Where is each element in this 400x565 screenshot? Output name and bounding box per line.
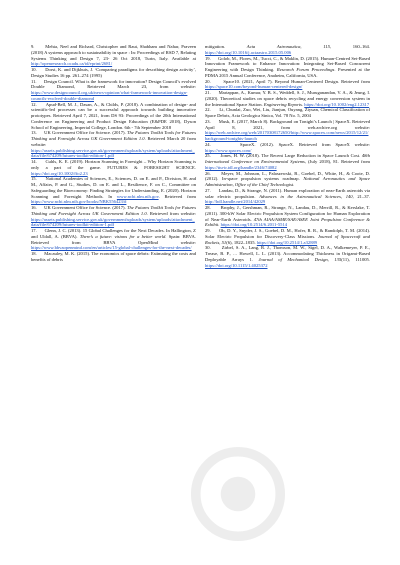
reference-entry: [205, 44, 370, 56]
reference-link[interactable]: https://doi.org/10.1002/eng2.12317: [304, 101, 370, 107]
reference-number: 13.: [31, 130, 37, 136]
reference-text: mitigation.: [205, 44, 247, 49]
reference-italic-title: Acta Astronautica, 115: [246, 44, 330, 49]
reference-entry: [205, 171, 370, 188]
reference-number: 23.: [205, 118, 211, 124]
reference-link[interactable]: https://assets.publishing.service.gov.uk/government/uploads/system/uploads/attachment_data/file/674209/futures-toolkit-edition-1.pdf: [31, 216, 195, 228]
reference-entry: [205, 245, 370, 268]
reference-text: Glenn, J. C. (2013). 15 Global Challenges for the Next Decades. In Hallington, Z and Uldall, A. (BBVA).: [31, 228, 196, 239]
reference-entry: [31, 67, 196, 79]
reference-entry: [31, 44, 196, 67]
reference-number: 29.: [205, 228, 211, 233]
reference-text: Brophy, J., Gershman, R., Strange, N., Landau, D., Merrill, R., & Kerslake, T. (2011). 300-kW Solar Electric Propulsion System Configuration for Human Exploration of Near-Earth Asteroids.: [205, 205, 370, 222]
reference-text: , (July 2018), 81. Retrieved from: [304, 159, 370, 164]
reference-link[interactable]: http://hdl.handle.net/2014/42029: [205, 199, 266, 205]
reference-text: Oh, D. Y., Snyder, J. S., Goebel, D. M., Hofer, R. R., & Randolph, T. M. (2014). Solar Electric Propulsion for Discovery-Class Missions.: [205, 228, 371, 239]
reference-link[interactable]: http://openresearch.ocadu.ca/id/eprint/2681/: [31, 61, 113, 67]
reference-italic-title: Journal of Mechanical Design, 135: [258, 256, 342, 262]
references-right-column: [205, 44, 370, 268]
reference-link[interactable]: https://doi.org/10.2514/6.2011-5514: [220, 222, 288, 228]
reference-entry: [205, 153, 370, 170]
reference-italic-title: The Futures Toolkit Tools for Futures Thinking and Foresight Across UK Government Edition 1.0: [31, 130, 196, 141]
reference-text: . Retrieved March 20 from website:: [31, 136, 196, 147]
reference-text: .: [293, 182, 295, 187]
reference-italic-title: 47th AIAA/ASME/SAE/ASEE Joint Propulsion Conference & Exhibit: [205, 216, 370, 228]
reference-number: 22.: [205, 107, 211, 113]
reference-text: UK Government Office for Science. (2017).: [44, 205, 127, 210]
reference-entry: [31, 251, 196, 263]
reference-entry: [205, 107, 370, 119]
reference-link[interactable]: https://web.archive.org/web/20170308172650/http://www.spacex.com/news/2015/12/21/background-tonights-launch: [205, 130, 369, 141]
reference-text: Meyer, M., Johnson, L., Palaszewski, B., Goebel, D., White, H., & Coote, D. (2012). In-space propulsion systems roadmap.: [205, 170, 370, 182]
reference-number: 20.: [205, 78, 211, 84]
reference-text: Macauley, M. K. (2015). The economics of space debris: Estimating the costs and benefits of debris: [31, 251, 196, 262]
reference-italic-title: Journal of Spacecraft and Rockets, 51: [205, 233, 370, 245]
reference-number: 16.: [31, 205, 37, 210]
reference-text: Landau, D., & Strange, N. (2011). Human exploration of near-Earth asteroids via solar electric propulsion.: [205, 187, 371, 199]
reference-entry: [31, 205, 196, 228]
reference-text: . Retrieved from website:: [146, 210, 196, 216]
reference-link[interactable]: https://www.bbvaopenmind.com/en/articles/15-global-challenges-for-the-next-decades/: [31, 245, 192, 251]
reference-number: 21.: [205, 90, 211, 95]
reference-text: Mariappan, A., Kumar, Y. B. S., Weddell, S. J., Muruganandan, V. A., & Jeung, I. (2020). Theoretical studies on space debris recycling and energy conversion system in the International Space Station.: [205, 90, 370, 107]
reference-text: Musk, E. (2017, March 8). Background on Tonight’s Launch | SpaceX. Retrieved April 8, 2021, from web.archive.org website:: [205, 118, 370, 130]
reference-text: SpaceX. (2012). SpaceX. Retrieved from SpaceX website:: [240, 141, 370, 147]
reference-italic-title: National Aeronautics and Space Administration, Office of the Chief Technologist: [205, 176, 370, 187]
reference-italic-title: Research Forum Proceedings: [276, 67, 335, 72]
reference-columns: [31, 44, 370, 268]
reference-entry: [31, 159, 196, 176]
reference-text: .: [301, 101, 305, 107]
reference-text: Li, Chunlai, Zuo, Wei, Liu, Jianjun, Ouyang, Ziyuan, Chemical Classification of Space Debris, Acta Geologica Sinica, Vol. 78 No. 5, 2004: [205, 107, 371, 118]
reference-text: Dorst, K. and Dijkhuis, J. ‘Comparing paradigms for describing design activity’, Design Studies 16 pp. 261–274 (1995): [31, 67, 197, 78]
reference-text: Zirbel, S. A., Lang, R. J., Thomson, M. W., Sigel, D. A., Walkemeyer, P. E., Trease, B. P., … Howell, L. L. (2013). Accommodating Thickness in Origami-Based Deployable Arrays 1.: [205, 245, 370, 262]
reference-italic-title: Advances in the Astronautical Sciences, 140: [259, 193, 353, 199]
reference-text: Space10. (2021, April 7). Beyond Human-Centered Design. Retrieved from: [223, 78, 370, 84]
reference-link[interactable]: https://www.ncbi.nlm.nih.gov/books/NBK556423/#: [31, 199, 127, 205]
reference-entry: [31, 79, 196, 102]
reference-text: Cuhls, K. E. (2019). Horizon Scanning in Foresight – Why Horizon Scanning is only a part of the game. FUTURES & FORESIGHT SCIENCE.: [31, 159, 197, 170]
reference-link[interactable]: https://doi.org/10.1016/j.actaastro.2015.05.006: [205, 49, 292, 55]
references-left-column: [31, 44, 196, 268]
reference-text: (11), 111005.: [341, 256, 370, 262]
reference-number: 26.: [205, 170, 211, 176]
reference-link[interactable]: https://doi.org/10.2514/1.a32889: [256, 239, 318, 245]
reference-text: Apud-Bell, M. J., Dasan, A., & Childs, P. (2018). A combination of design- and scientific-led processes can be a successful approach towards building innovative prototypes. Retrieved April 7, 2021, from DS 93: Proceedings of the 20th International Conference on Engineering and Product Design Education (E&PDE 2018), Dyson School of Engineering, Imperial College, London. 6th - 7th September 2018: [31, 101, 197, 130]
reference-number: 17.: [31, 228, 37, 233]
reference-entry: [205, 56, 370, 79]
reference-text: . Spain: BBVA. Retrieved from BBVA OpenMind website:: [31, 233, 196, 245]
reference-link[interactable]: https://ttu-ir.tdl.org/handle/2346/74082: [205, 164, 277, 170]
reference-link[interactable]: https://www.spacex.com/: [205, 147, 252, 153]
reference-number: 12.: [31, 101, 37, 107]
reference-text: UK Government Office for Science. (2017).: [44, 130, 127, 136]
reference-text: , 160–164.: [329, 44, 370, 49]
reference-number: 27.: [205, 187, 211, 193]
reference-italic-title: 48th International Conference on Environmental Systems: [205, 153, 370, 164]
reference-number: 15.: [31, 176, 37, 182]
reference-text: Design Council. What is the framework for innovation? Design Council’s evolved Double Diamond, Retrieved March 23, from website:: [31, 78, 196, 90]
reference-italic-title: Engineering Reports: [263, 101, 302, 107]
reference-italic-title: There’s a future: visions for a better world: [79, 233, 166, 239]
watermark-logo: [190, 446, 286, 542]
reference-link[interactable]: https://www.designcouncil.org.uk/news-opinion/what-framework-innovation-design-councils-evolved-double-diamond: [31, 90, 188, 101]
reference-entry: [205, 119, 370, 142]
reference-entry: [205, 90, 370, 107]
reference-number: 28.: [205, 205, 211, 210]
reference-text: .: [218, 222, 221, 228]
reference-italic-title: The Futures Toolkit Tools for Futures Thinking and Foresight Across UK Government Edition 1.0: [31, 205, 196, 216]
reference-number: 14.: [31, 159, 37, 164]
reference-text: Jones, H. W. (2018). The Recent Large Reduction in Space Launch Cost.: [220, 153, 362, 159]
reference-number: 18.: [31, 251, 37, 256]
reference-number: 24.: [205, 141, 211, 147]
reference-entry: [31, 102, 196, 131]
reference-text: Mehta, Neel and Richard, Christopher and Raut, Shabham and Nahar, Praveen (2018) A systems approach to sustainability in space : In: Proceedings of RSD 7, Relating Systems Thinking and Design 7, 23- 26 Oct 2018, Turin, Italy. Available at: [31, 44, 196, 61]
reference-number: 11.: [31, 78, 37, 84]
reference-text: (6), 1822–1835.: [226, 239, 257, 245]
reference-text: . Retrieved from: [158, 193, 196, 199]
reference-link[interactable]: www.ncbi.nlm.nih.gov: [116, 193, 159, 199]
reference-number: 10.: [31, 67, 37, 72]
reference-link[interactable]: https://doi.org/10.1002/ffo2.23: [31, 170, 88, 176]
reference-entry: [205, 205, 370, 228]
reference-entry: [31, 228, 196, 251]
reference-link[interactable]: https://space10.com/beyond-human-centered-design/: [205, 84, 303, 90]
reference-entry: [205, 188, 370, 205]
reference-link[interactable]: https://assets.publishing.service.gov.uk/government/uploads/system/uploads/attachment_data/file/674209/futures-toolkit-edition-1.pdf: [31, 147, 195, 159]
reference-number: 25.: [205, 153, 211, 159]
reference-entry: [205, 142, 370, 154]
reference-number: 30.: [205, 245, 211, 251]
reference-number: 19.: [205, 55, 211, 61]
reference-text: Golob, M., Flores, M., Tucci, C., & Maklin, D. (2015). Human-Centred Set-Based Innovation Framework to Enhance Innovation: Integrating Set-Based Concurrent Engineering with Design Thinking.: [205, 55, 371, 72]
reference-entry: [205, 228, 370, 245]
reference-number: 9.: [31, 44, 35, 49]
reference-entry: [205, 79, 370, 91]
reference-text: , 21–37.: [352, 193, 370, 199]
reference-entry: [31, 176, 196, 205]
reference-text: . Presented at the PDMA 2015 Annual Conference, Anaheim, California, USA.: [205, 67, 371, 78]
reference-entry: [31, 130, 196, 159]
reference-link[interactable]: https://doi.org/10.1115/1.4025372: [205, 262, 268, 268]
reference-text: National Academies of Sciences, E., Sciences, D. on E. and P., Division, H. and M., Affairs, P. and G., Studies, D. on E. and L., Resilience, F. on C., Committee on Safeguarding the Bioeconomy: Finding Strategies for Understanding, E. (2020). Horizon Scanning and Foresight Methods. In: [31, 176, 196, 199]
